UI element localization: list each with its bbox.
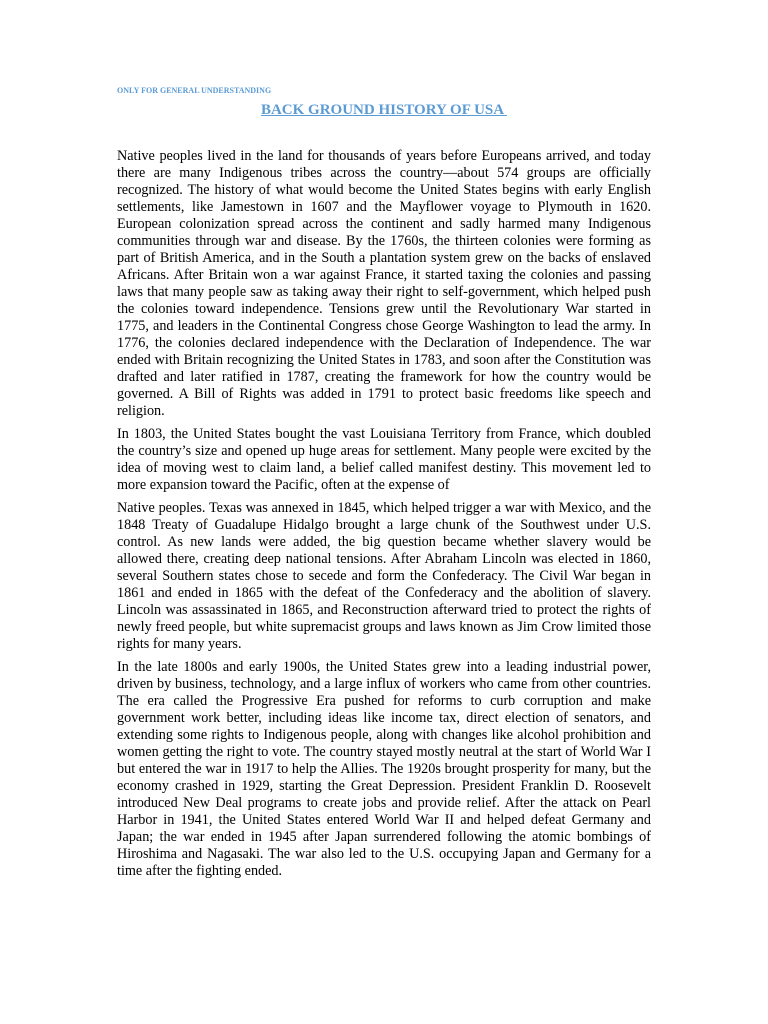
general-understanding-note: ONLY FOR GENERAL UNDERSTANDING (117, 86, 272, 95)
document-body (117, 148, 651, 886)
paragraph-civil-war: Native peoples. Texas was annexed in 1845, which helped trigger a war with Mexico, and the 1848 Treaty of Guadalupe Hidalgo brought a large chunk of the Southwest under U.S. control. As new lands were added, the big question became whether slavery would be allowed there, creating deep national tensions. After Abraham Lincoln was elected in 1860, several Southern states chose to secede and form the Confederacy. The Civil War began in 1861 and ended in 1865 with the defeat of the Confederacy and the abolition of slavery. Lincoln was assassinated in 1865, and Reconstruction afterward tried to protect the rights of newly freed people, but white supremacist groups and laws known as Jim Crow limited those rights for many years. (117, 500, 651, 652)
paragraph-industrial-era: In the late 1800s and early 1900s, the United States grew into a leading industrial power, driven by business, technology, and a large influx of workers who came from other countries. The era called the Progressive Era pushed for reforms to curb corruption and make government work better, including ideas like income tax, direct election of senators, and extending some rights to Indigenous people, along with changes like alcohol prohibition and women getting the right to vote. The country stayed mostly neutral at the start of World War I but entered the war in 1917 to help the Allies. The 1920s brought prosperity for many, but the economy crashed in 1929, starting the Great Depression. President Franklin D. Roosevelt introduced New Deal programs to create jobs and provide relief. After the attack on Pearl Harbor in 1941, the United States entered World War II and helped defeat Germany and Japan; the war ended in 1945 after Japan surrendered following the atomic bombings of Hiroshima and Nagasaki. The war also led to the U.S. occupying Japan and Germany for a time after the fighting ended. (117, 659, 651, 879)
paragraph-colonial-era: Native peoples lived in the land for thousands of years before Europeans arrived, and today there are many Indigenous tribes across the country—about 574 groups are officially recognized. The history of what would become the United States begins with early English settlements, like Jamestown in 1607 and the Mayflower voyage to Plymouth in 1620. European colonization spread across the continent and sadly harmed many Indigenous communities through war and disease. By the 1760s, the thirteen colonies were forming as part of British America, and in the South a plantation system grew on the backs of enslaved Africans. After Britain won a war against France, it started taxing the colonies and passing laws that many people saw as taking away their right to self-government, which helped push the colonies toward independence. Tensions grew until the Revolutionary War started in 1775, and leaders in the Continental Congress chose George Washington to lead the army. In 1776, the colonies declared independence with the Declaration of Independence. The war ended with Britain recognizing the United States in 1783, and soon after the Constitution was drafted and later ratified in 1787, creating the framework for how the country would be governed. A Bill of Rights was added in 1791 to protect basic freedoms like speech and religion. (117, 148, 651, 419)
document-title-text: BACK GROUND HISTORY OF USA (260, 102, 508, 118)
paragraph-westward-expansion: In 1803, the United States bought the vast Louisiana Territory from France, which doubled the country’s size and opened up huge areas for settlement. Many people were excited by the idea of moving west to claim land, a belief called manifest destiny. This movement led to more expansion toward the Pacific, often at the expense of (117, 426, 651, 493)
document-title (117, 102, 651, 119)
